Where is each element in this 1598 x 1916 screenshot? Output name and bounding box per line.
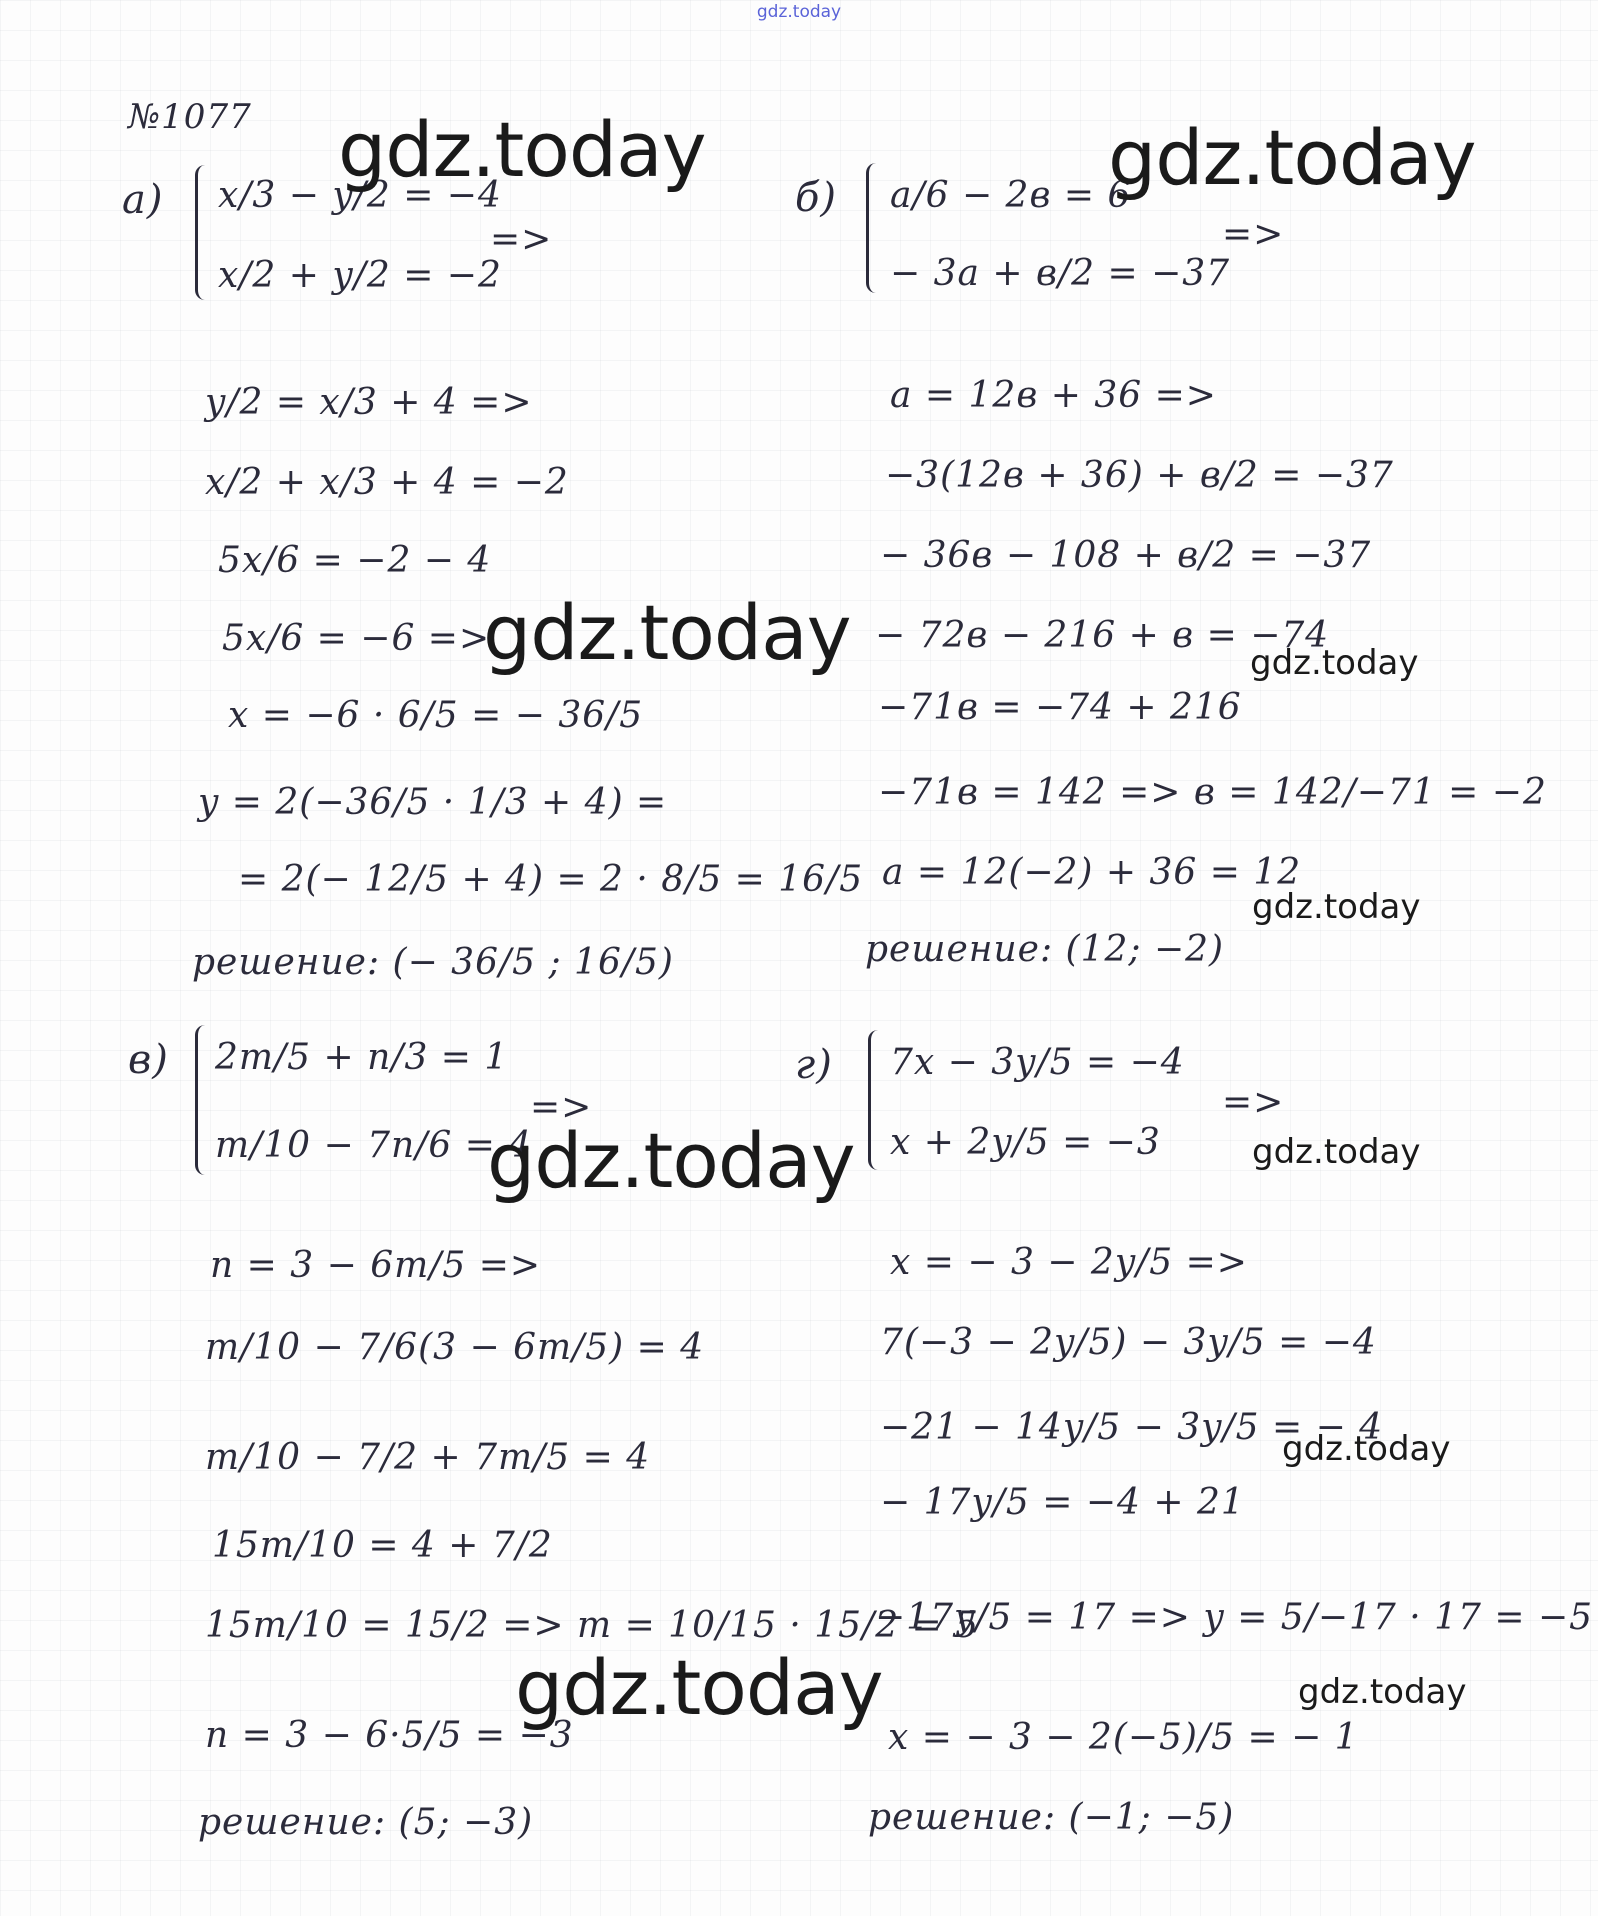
part-a-brace <box>195 165 212 300</box>
part-g-eq-2: x + 2y/5 = −3 <box>890 1122 1161 1163</box>
part-g-step-1: x = − 3 − 2y/5 => <box>890 1242 1248 1283</box>
part-v-step-6: n = 3 − 6·5/5 = −3 <box>205 1715 574 1756</box>
part-b-eq-1: a/6 − 2в = 6 <box>890 175 1132 216</box>
part-a-step-7: = 2(− 12/5 + 4) = 2 · 8/5 = 16/5 <box>238 859 864 900</box>
part-v-label: в) <box>128 1037 169 1083</box>
watermark: gdz.today <box>483 588 851 677</box>
part-g-step-6: x = − 3 − 2(−5)/5 = − 1 <box>888 1717 1359 1758</box>
part-g-implies: => <box>1222 1082 1285 1123</box>
watermark: gdz.today <box>1252 1132 1421 1172</box>
part-b-step-3: − 36в − 108 + в/2 = −37 <box>880 535 1372 576</box>
part-v-eq-2: m/10 − 7n/6 = 4 <box>215 1125 533 1166</box>
part-a-implies: => <box>490 219 553 260</box>
part-a-step-2: x/2 + x/3 + 4 = −2 <box>205 462 569 503</box>
part-g-step-3: −21 − 14y/5 − 3y/5 = − 4 <box>880 1407 1384 1448</box>
watermark: gdz.today <box>1282 1429 1451 1469</box>
part-a-step-4: 5x/6 = −6 => <box>222 618 491 659</box>
watermark: gdz.today <box>338 105 706 194</box>
part-g-step-2: 7(−3 − 2y/5) − 3y/5 = −4 <box>880 1322 1377 1363</box>
part-v-step-3: m/10 − 7/2 + 7m/5 = 4 <box>205 1437 651 1478</box>
part-g-step-4: − 17y/5 = −4 + 21 <box>880 1482 1245 1523</box>
part-a-label: а) <box>122 177 164 223</box>
watermark: gdz.today <box>1108 113 1476 202</box>
site-mark: gdz.today <box>756 2 842 22</box>
part-v-eq-1: 2m/5 + n/3 = 1 <box>215 1037 509 1078</box>
part-v-step-1: n = 3 − 6m/5 => <box>210 1245 542 1286</box>
part-v-step-2: m/10 − 7/6(3 − 6m/5) = 4 <box>205 1327 705 1368</box>
part-v-step-5: 15m/10 = 15/2 => m = 10/15 · 15/2 = 5 <box>205 1605 980 1646</box>
part-b-answer: решение: (12; −2) <box>865 929 1225 970</box>
problem-number: №1077 <box>128 97 252 137</box>
part-g-label: г) <box>795 1042 833 1088</box>
part-b-eq-2: − 3a + в/2 = −37 <box>890 253 1231 294</box>
part-a-step-6: y = 2(−36/5 · 1/3 + 4) = <box>198 782 668 823</box>
part-a-step-5: x = −6 · 6/5 = − 36/5 <box>228 695 644 736</box>
part-v-brace <box>195 1025 212 1175</box>
part-b-label: б) <box>795 175 838 221</box>
part-a-answer: решение: (− 36/5 ; 16/5) <box>192 942 674 983</box>
part-g-eq-1: 7x − 3y/5 = −4 <box>890 1042 1185 1083</box>
part-g-brace <box>868 1030 885 1170</box>
watermark: gdz.today <box>487 1116 855 1205</box>
part-g-answer: решение: (−1; −5) <box>868 1797 1235 1838</box>
part-b-step-5: −71в = −74 + 216 <box>878 687 1242 728</box>
part-b-implies: => <box>1222 214 1285 255</box>
part-b-step-2: −3(12в + 36) + в/2 = −37 <box>885 455 1394 496</box>
part-b-step-1: a = 12в + 36 => <box>890 375 1217 416</box>
watermark: gdz.today <box>515 1643 883 1732</box>
watermark: gdz.today <box>1250 643 1419 683</box>
part-b-brace <box>866 163 883 293</box>
part-b-step-6: −71в = 142 => в = 142/−71 = −2 <box>878 772 1547 813</box>
watermark: gdz.today <box>1252 887 1421 927</box>
part-a-step-1: y/2 = x/3 + 4 => <box>205 382 533 423</box>
watermark: gdz.today <box>1298 1672 1467 1712</box>
part-v-implies: => <box>530 1087 593 1128</box>
part-v-answer: решение: (5; −3) <box>198 1802 534 1843</box>
part-b-step-7: a = 12(−2) + 36 = 12 <box>882 852 1302 893</box>
part-a-eq-1: x/3 − y/2 = −4 <box>218 175 502 216</box>
part-b-step-4: − 72в − 216 + в = −74 <box>875 615 1330 656</box>
part-g-step-5: −17y/5 = 17 => y = 5/−17 · 17 = −5 <box>875 1597 1594 1638</box>
part-v-step-4: 15m/10 = 4 + 7/2 <box>212 1525 553 1566</box>
part-a-eq-2: x/2 + y/2 = −2 <box>218 255 502 296</box>
part-a-step-3: 5x/6 = −2 − 4 <box>218 540 492 581</box>
